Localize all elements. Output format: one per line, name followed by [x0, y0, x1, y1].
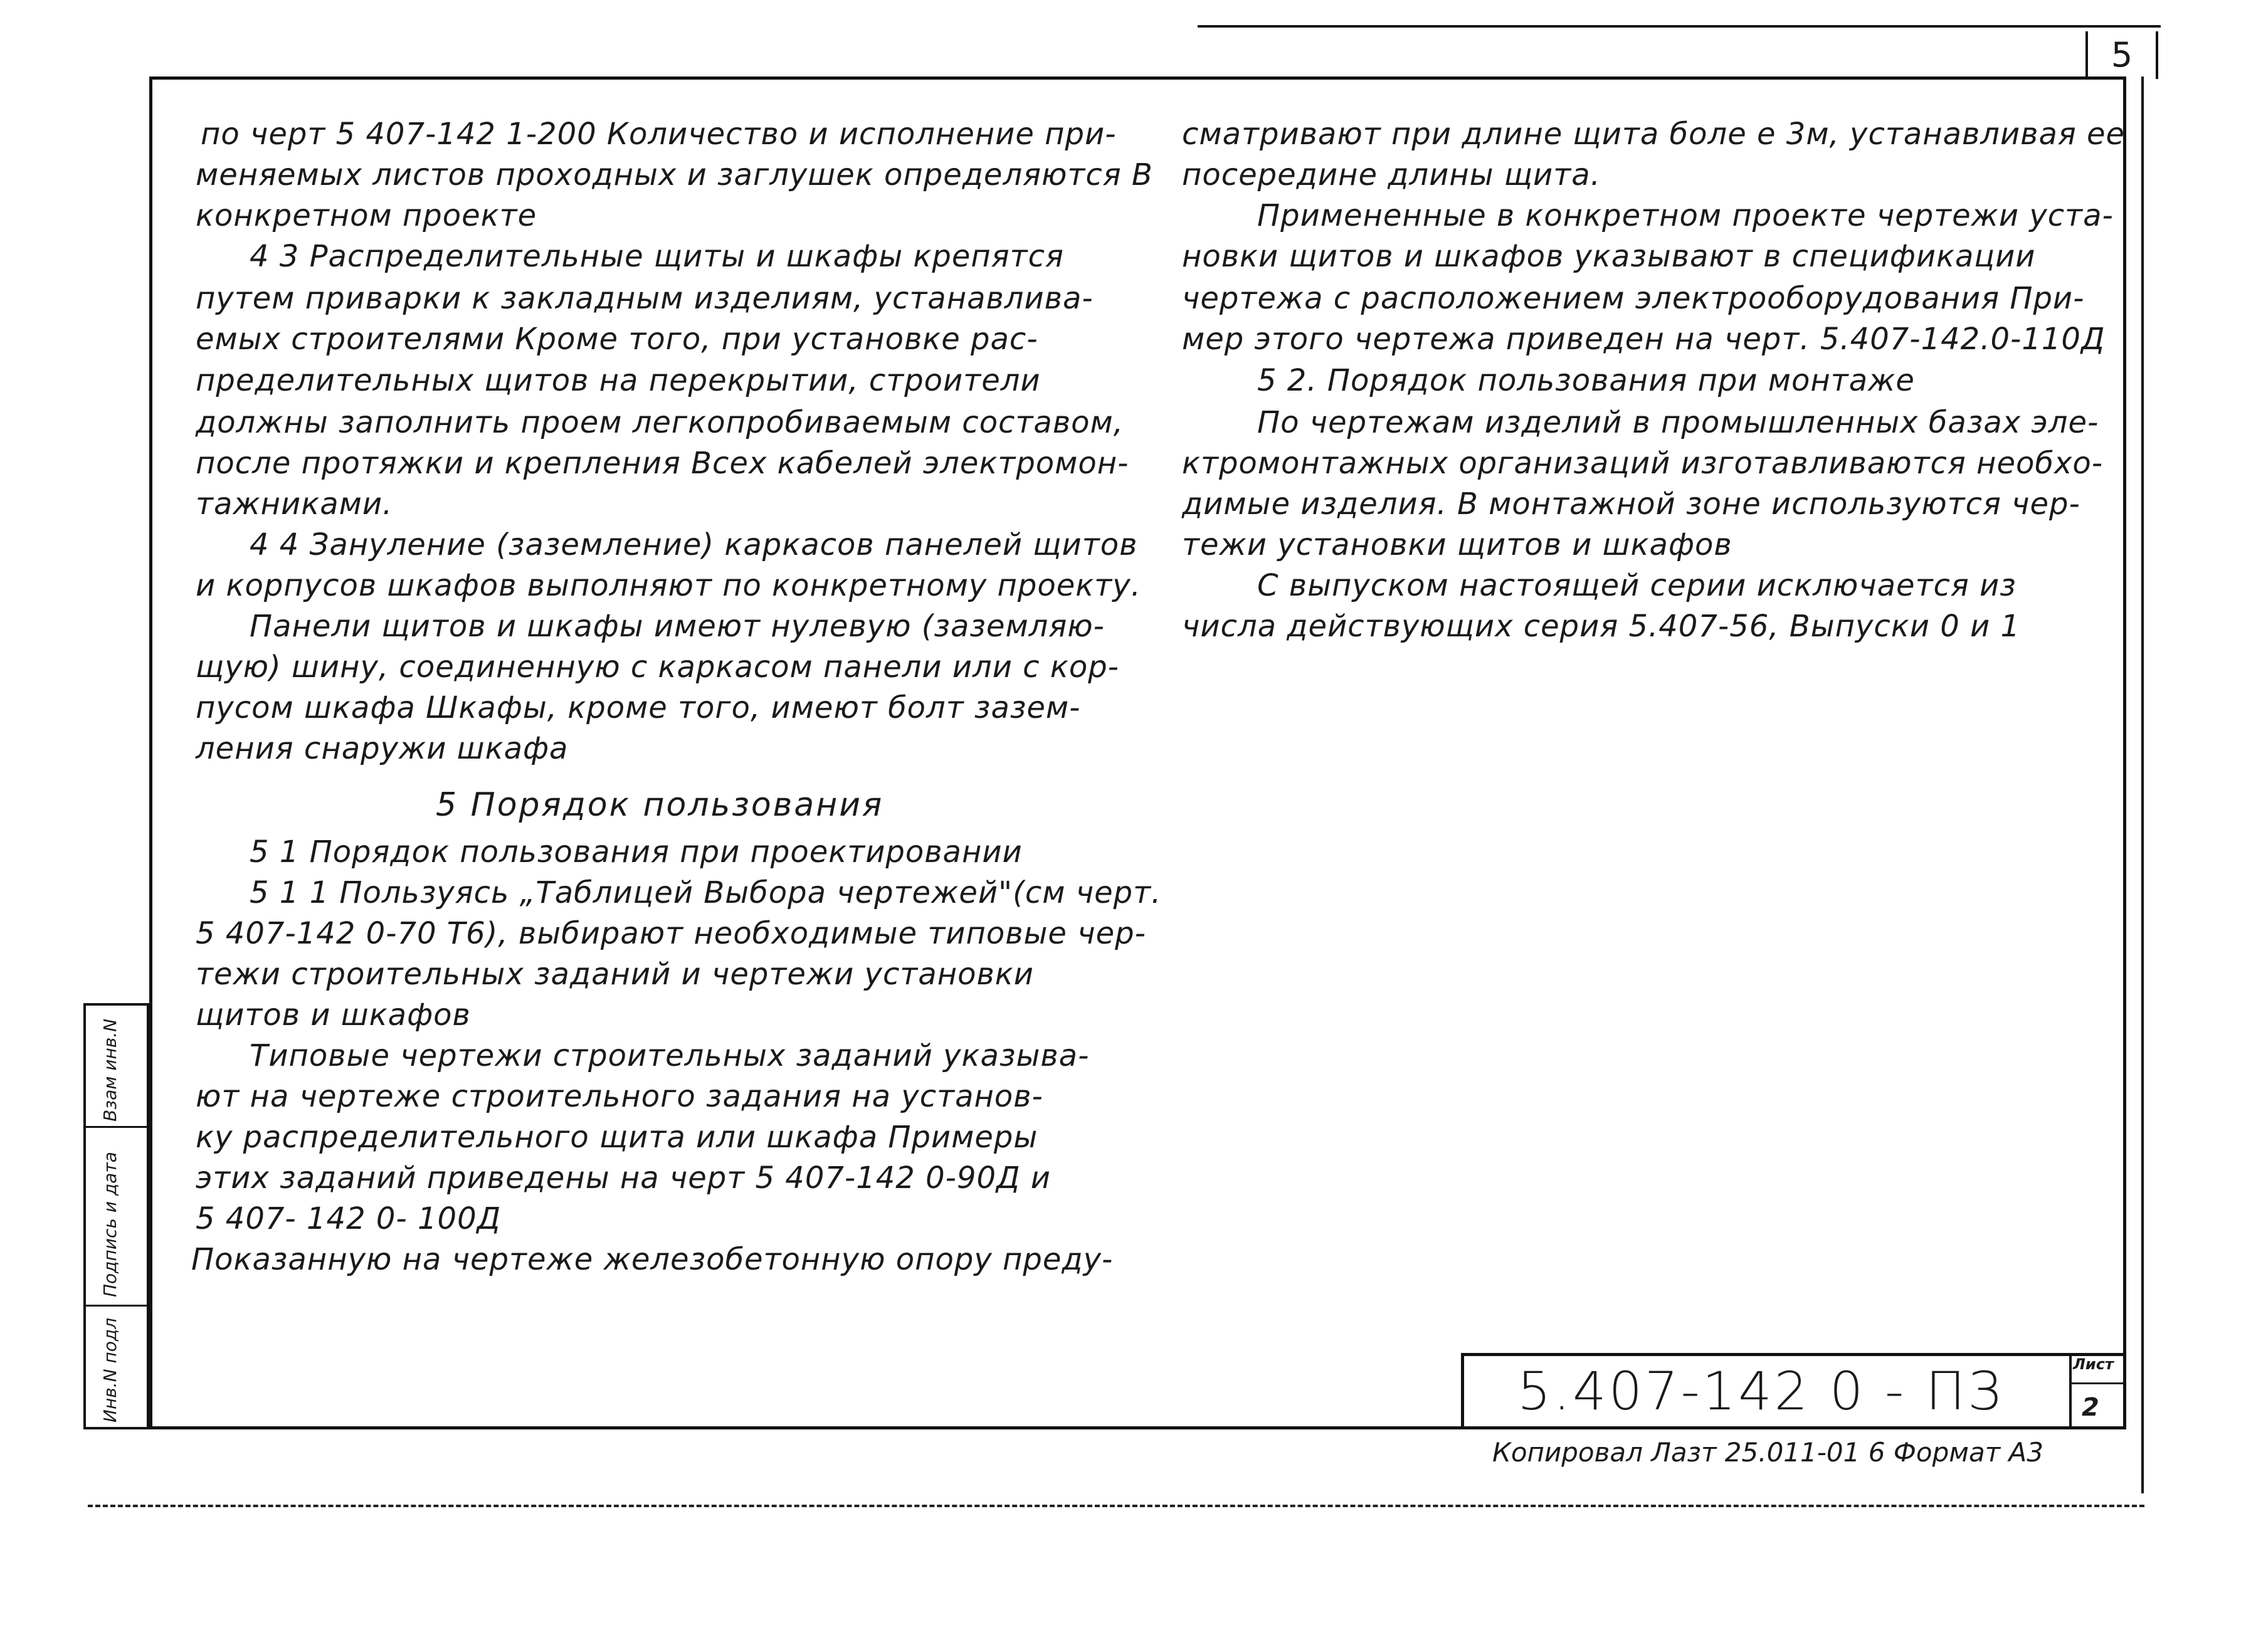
text-line: 5 1 1 Пользуясь „Таблицей Выбора чертежей"(см черт. — [250, 875, 1162, 910]
margin-label: Взам инв.N — [100, 1018, 120, 1122]
document-code: 5.407-142 0 - ПЗ — [1517, 1360, 2004, 1422]
text-line: тежи строительных заданий и чертежи установки — [196, 957, 1034, 992]
sheet-divider — [2069, 1382, 2126, 1384]
section-heading: 5 Порядок пользования — [436, 786, 884, 824]
text-line: Показанную на чертеже железобетонную опору преду- — [191, 1242, 1114, 1277]
margin-stamp — [83, 1003, 149, 1429]
text-line: пусом шкафа Шкафы, кроме того, имеют болт зазем- — [196, 690, 1081, 725]
text-line: числа действующих серия 5.407-56, Выпуски 0 и 1 — [1182, 609, 2021, 644]
text-line: Типовые чертежи строительных заданий указыва- — [250, 1038, 1090, 1073]
text-line: чертежа с расположением электрооборудования При- — [1182, 281, 2085, 316]
page-number-box — [2085, 31, 2158, 79]
text-line: этих заданий приведены на черт 5 407-142 0-90Д и — [196, 1160, 1051, 1196]
margin-label: Инв.N подл — [100, 1317, 120, 1423]
text-line: щую) шину, соединенную с каркасом панели или с кор- — [196, 650, 1119, 685]
text-line: 5 2. Порядок пользования при монтаже — [1257, 363, 1915, 398]
text-line: Примененные в конкретном проекте чертежи уста- — [1257, 198, 2114, 233]
text-line: и корпусов шкафов выполняют по конкретному проекту. — [196, 568, 1141, 603]
text-line: путем приварки к закладным изделиям, устанавлива- — [196, 281, 1094, 316]
margin-cell-signature — [86, 1128, 147, 1307]
text-line: димые изделия. В монтажной зоне используются чер- — [1182, 487, 2080, 522]
text-line: 5 1 Порядок пользования при проектировании — [250, 834, 1023, 870]
text-line: пределительных щитов на перекрытии, строители — [196, 363, 1041, 398]
sheet-label: Лист — [2073, 1355, 2114, 1373]
text-line: ления снаружи шкафа — [196, 731, 569, 766]
text-line: По чертежам изделий в промышленных базах эле- — [1257, 405, 2099, 440]
text-line: 5 407- 142 0- 100Д — [196, 1201, 502, 1236]
header-rule — [1198, 25, 2161, 28]
text-line: тажниками. — [196, 487, 393, 522]
text-line: новки щитов и шкафов указывают в спецификации — [1182, 239, 2036, 274]
margin-cell-replace — [86, 1006, 147, 1128]
text-line: ку распределительного щита или шкафа Примеры — [196, 1120, 1038, 1155]
text-line: ктромонтажных организаций изготавливаются необхо- — [1182, 446, 2104, 481]
page-number: 5 — [2111, 35, 2133, 75]
text-line: щитов и шкафов — [196, 997, 471, 1033]
text-line: сматривают при длине щита боле е 3м, устанавливая ее — [1182, 117, 2126, 152]
text-line: меняемых листов проходных и заглушек определяются В — [196, 157, 1153, 192]
text-line: ют на чертеже строительного задания на установ- — [196, 1079, 1043, 1114]
copied-by-format-line: Копировал Лазт 25.011-01 6 Формат А3 — [1492, 1437, 2043, 1468]
text-line: конкретном проекте — [196, 198, 537, 233]
text-line: после протяжки и крепления Всех кабелей электромон- — [196, 446, 1129, 481]
margin-label: Подпись и дата — [100, 1152, 120, 1297]
text-line: 5 407-142 0-70 Т6), выбирают необходимые типовые чер- — [196, 916, 1146, 951]
text-line: 4 3 Распределительные щиты и шкафы крепятся — [250, 239, 1064, 274]
margin-cell-inventory — [86, 1307, 147, 1429]
text-line: Панели щитов и шкафы имеют нулевую (заземляю- — [250, 609, 1105, 644]
cut-line — [88, 1505, 2144, 1507]
text-line: по черт 5 407-142 1-200 Количество и исполнение при- — [201, 117, 1117, 152]
text-line: посередине длины щита. — [1182, 157, 1601, 192]
text-line: тежи установки щитов и шкафов — [1182, 527, 1732, 562]
frame-right-extension — [2141, 76, 2144, 1493]
text-line: мер этого чертежа приведен на черт. 5.407-142.0-110Д — [1182, 322, 2106, 357]
text-line: С выпуском настоящей серии исключается из — [1257, 568, 2017, 603]
sheet-number: 2 — [2082, 1393, 2099, 1422]
text-line: 4 4 Зануление (заземление) каркасов панелей щитов — [250, 527, 1138, 562]
text-line: должны заполнить проем легкопробиваемым составом, — [196, 405, 1124, 440]
text-line: емых строителями Кроме того, при установке рас- — [196, 322, 1038, 357]
